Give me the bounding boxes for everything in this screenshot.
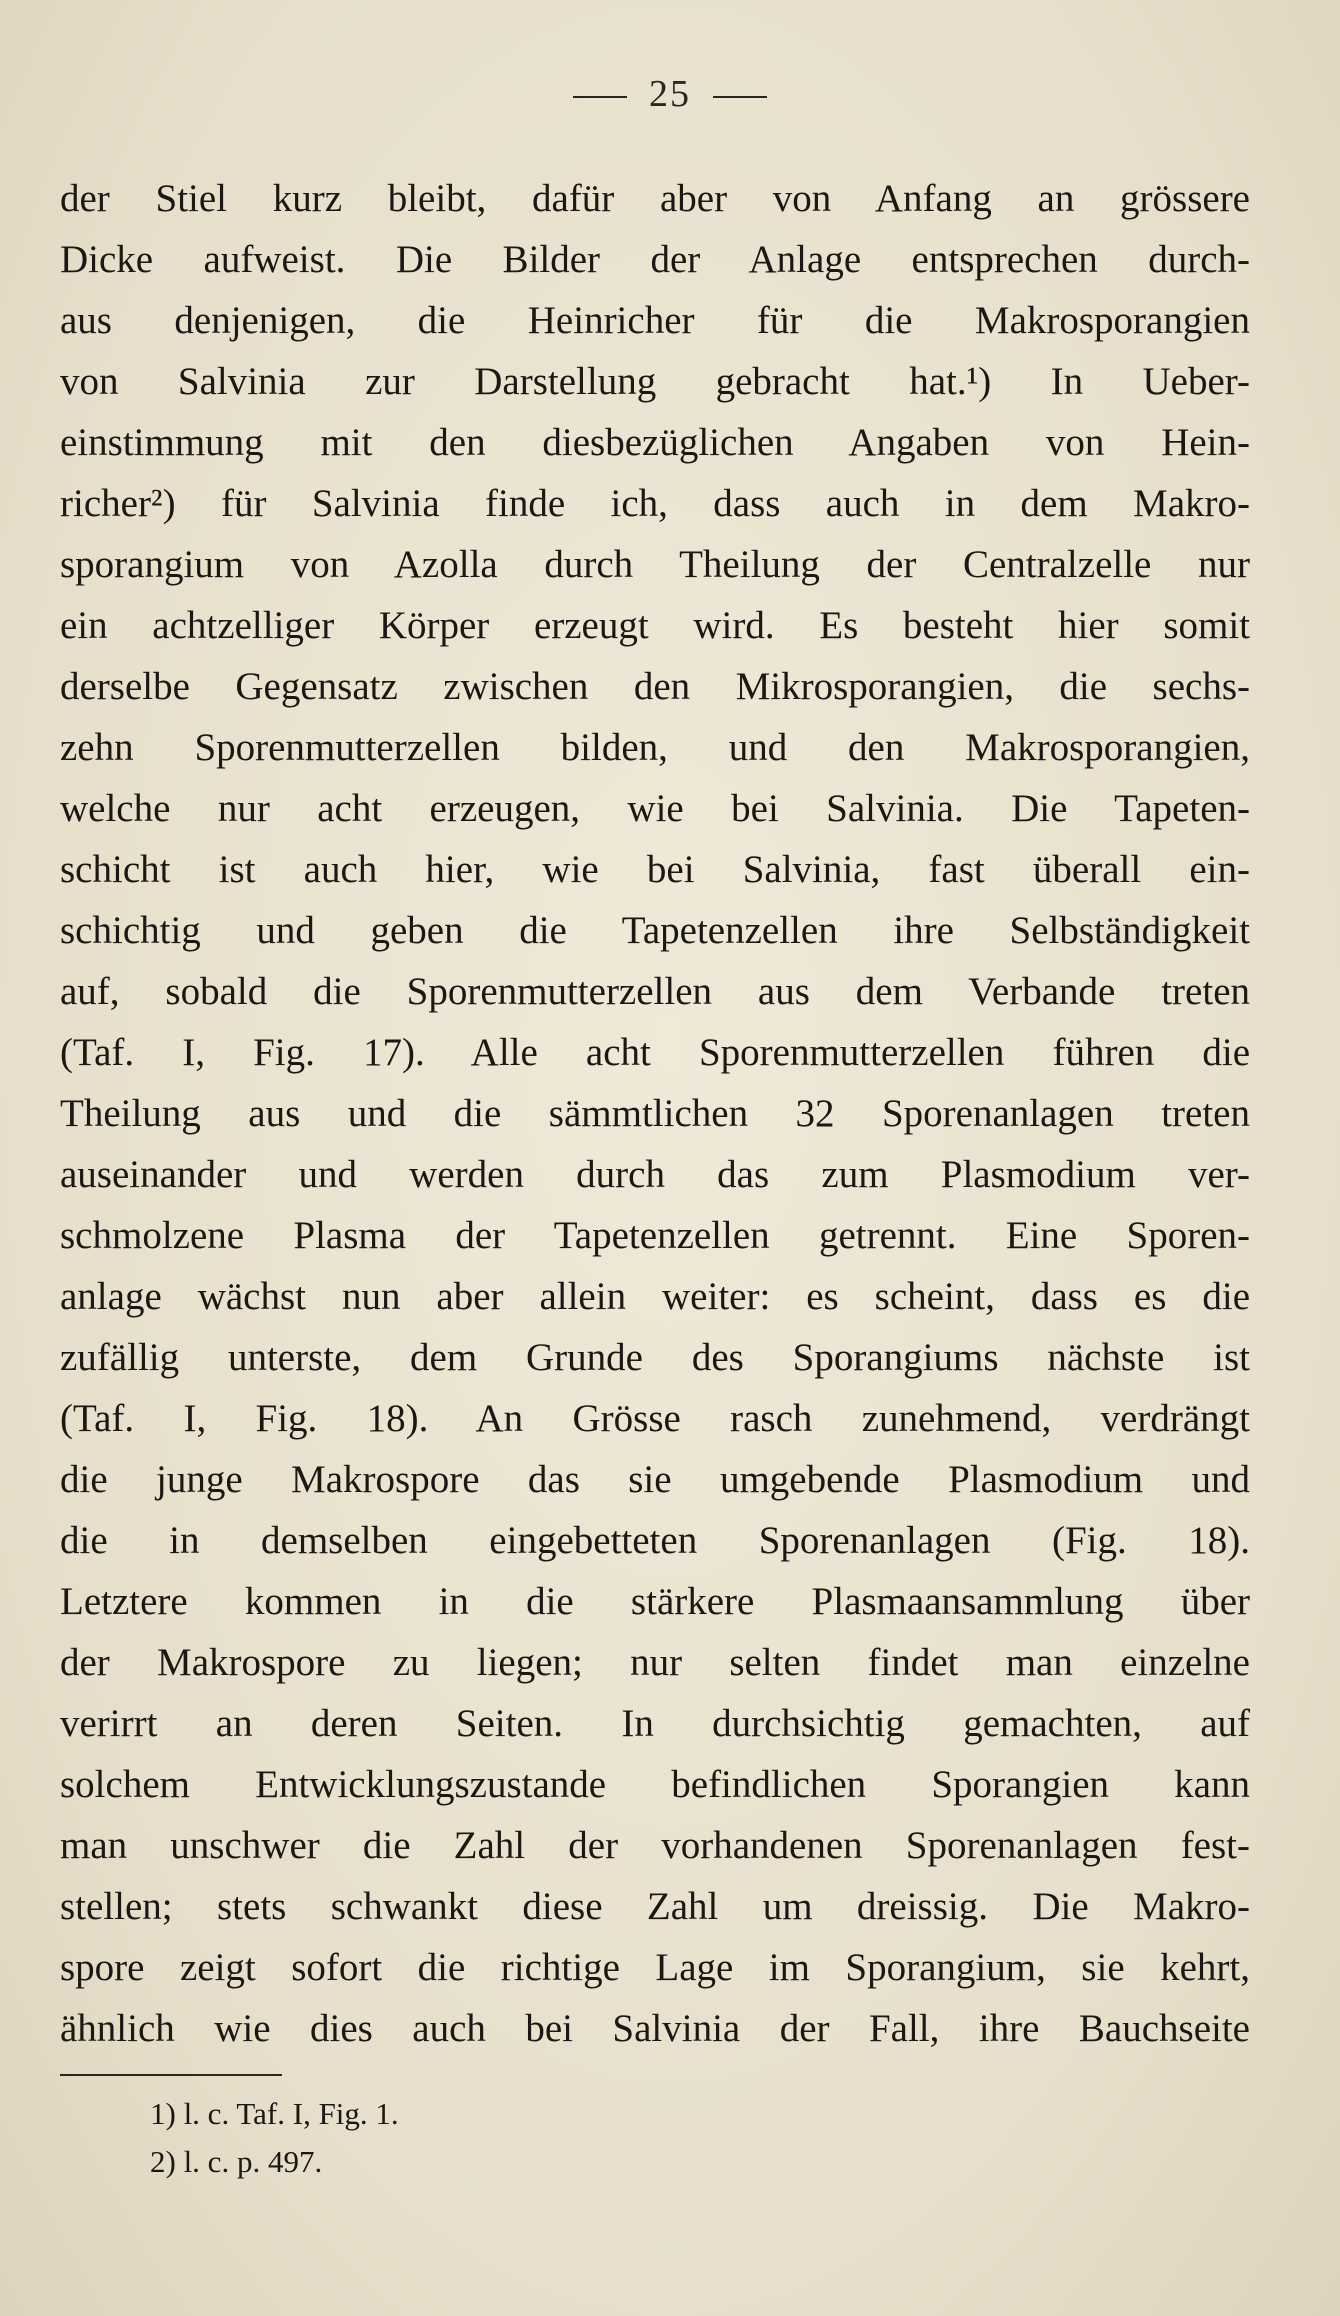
text-line: sporangium von Azolla durch Theilung der Centralzelle nur bbox=[60, 543, 1250, 586]
page-header bbox=[0, 72, 1340, 116]
text-line: Theilung aus und die sämmtlichen 32 Sporenanlagen treten bbox=[60, 1092, 1250, 1135]
text-line: verirrt an deren Seiten. In durchsichtig gemachten, auf bbox=[60, 1702, 1250, 1745]
footnote-divider bbox=[60, 2074, 282, 2076]
text-line: Dicke aufweist. Die Bilder der Anlage entsprechen durch- bbox=[60, 238, 1250, 281]
text-line: ein achtzelliger Körper erzeugt wird. Es besteht hier somit bbox=[60, 604, 1250, 647]
text-line: (Taf. I, Fig. 18). An Grösse rasch zunehmend, verdrängt bbox=[60, 1397, 1250, 1440]
text-line: einstimmung mit den diesbezüglichen Angaben von Hein- bbox=[60, 421, 1250, 464]
text-line: stellen; stets schwankt diese Zahl um dreissig. Die Makro- bbox=[60, 1885, 1250, 1928]
text-line: die in demselben eingebetteten Sporenanlagen (Fig. 18). bbox=[60, 1519, 1250, 1562]
text-line: schicht ist auch hier, wie bei Salvinia, fast überall ein- bbox=[60, 848, 1250, 891]
text-line: man unschwer die Zahl der vorhandenen Sporenanlagen fest- bbox=[60, 1824, 1250, 1867]
body-text bbox=[60, 168, 1250, 2059]
text-line: Letztere kommen in die stärkere Plasmaansammlung über bbox=[60, 1580, 1250, 1623]
text-line: der Stiel kurz bleibt, dafür aber von Anfang an grössere bbox=[60, 177, 1250, 220]
header-dash-right bbox=[713, 96, 767, 98]
text-line: welche nur acht erzeugen, wie bei Salvinia. Die Tapeten- bbox=[60, 787, 1250, 830]
text-line: schichtig und geben die Tapetenzellen ihre Selbständigkeit bbox=[60, 909, 1250, 952]
text-line: schmolzene Plasma der Tapetenzellen getrennt. Eine Sporen- bbox=[60, 1214, 1250, 1257]
text-line: zehn Sporenmutterzellen bilden, und den Makrosporangien, bbox=[60, 726, 1250, 769]
text-line: (Taf. I, Fig. 17). Alle acht Sporenmutterzellen führen die bbox=[60, 1031, 1250, 1074]
footnotes bbox=[150, 2090, 1050, 2186]
footnote: 2) l. c. p. 497. bbox=[150, 2144, 323, 2179]
footnote: 1) l. c. Taf. I, Fig. 1. bbox=[150, 2096, 399, 2131]
text-line: derselbe Gegensatz zwischen den Mikrosporangien, die sechs- bbox=[60, 665, 1250, 708]
page-number: 25 bbox=[649, 73, 691, 115]
header-dash-left bbox=[573, 96, 627, 98]
text-line: von Salvinia zur Darstellung gebracht hat.¹) In Ueber- bbox=[60, 360, 1250, 403]
text-line: anlage wächst nun aber allein weiter: es scheint, dass es die bbox=[60, 1275, 1250, 1318]
text-line: solchem Entwicklungszustande befindlichen Sporangien kann bbox=[60, 1763, 1250, 1806]
text-line: auseinander und werden durch das zum Plasmodium ver- bbox=[60, 1153, 1250, 1196]
text-line: ähnlich wie dies auch bei Salvinia der Fall, ihre Bauchseite bbox=[60, 2007, 1250, 2050]
text-line: aus denjenigen, die Heinricher für die Makrosporangien bbox=[60, 299, 1250, 342]
text-line: zufällig unterste, dem Grunde des Sporangiums nächste ist bbox=[60, 1336, 1250, 1379]
text-line: die junge Makrospore das sie umgebende Plasmodium und bbox=[60, 1458, 1250, 1501]
text-line: der Makrospore zu liegen; nur selten findet man einzelne bbox=[60, 1641, 1250, 1684]
text-line: auf, sobald die Sporenmutterzellen aus dem Verbande treten bbox=[60, 970, 1250, 1013]
text-line: spore zeigt sofort die richtige Lage im Sporangium, sie kehrt, bbox=[60, 1946, 1250, 1989]
text-line: richer²) für Salvinia finde ich, dass auch in dem Makro- bbox=[60, 482, 1250, 525]
